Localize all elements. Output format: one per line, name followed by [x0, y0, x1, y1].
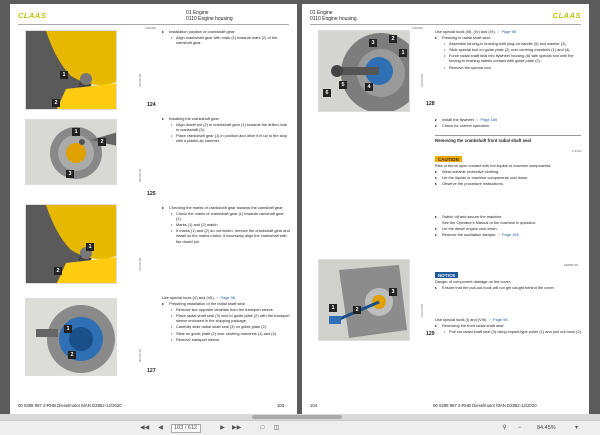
callout-1: 1: [60, 71, 68, 79]
figure-side-code: D1719-008: [138, 349, 141, 362]
sub-instruction: • Remove the special tool.: [435, 65, 582, 70]
sub-instruction: • Place crankshaft gear (1) in position and drive it in up to the stop with a plastic-tip hammer.: [162, 133, 290, 143]
tools-note: Use special tools (I) and (VIII).: [435, 317, 488, 322]
callout-3: 3: [66, 170, 74, 178]
press-tool-illustration: [319, 31, 410, 112]
puller-illustration: [319, 260, 410, 341]
text-block-1: [435, 29, 582, 71]
instruction: ▸ Checking the marks of crankshaft gear towards the camshaft gear:: [162, 205, 290, 210]
claas-logo: CLAAS: [552, 11, 581, 20]
gear-illustration: [26, 31, 117, 110]
claas-logo: CLAAS: [18, 11, 47, 20]
page-number-input[interactable]: 103 / 612: [171, 424, 201, 433]
figure-127: [25, 298, 117, 376]
instruction: ▸ Let the liquids or machine components cool down.: [435, 175, 582, 180]
zoom-out-icon[interactable]: −: [517, 425, 522, 431]
text-block-4: [162, 295, 290, 343]
figure-125: [25, 119, 117, 185]
callout-2: 2: [389, 35, 397, 43]
notice-block: [435, 272, 582, 291]
figure-caption: 127: [147, 368, 156, 374]
sub-instruction: • Remove two opposite lamellas from the transport sleeve.: [162, 307, 290, 312]
instruction: ▸ Check for correct operation.: [435, 123, 582, 128]
first-page-icon[interactable]: ◀◀: [140, 425, 150, 431]
sub-instruction: • Slide special tool on guide plate (2) over centring mandrels (1) and (4).: [435, 47, 582, 52]
page-link-text[interactable]: Page 98: [220, 295, 235, 300]
instruction: ▸ Let the diesel engine cool down.: [435, 226, 582, 231]
viewer-toolbar: [0, 420, 600, 435]
callout-1: 1: [64, 325, 72, 333]
page-link[interactable]: ☞ Page 158: [497, 232, 519, 238]
instruction: ▸ Observe the procedure instructions.: [435, 181, 582, 186]
caution-text: Risk of burns upon contact with hot liquids or machine components.: [435, 163, 552, 169]
footer-doc: 00 0288 987 2-RHB Dieselmotor MAN D2862-12/2020: [433, 403, 537, 408]
fit-page-icon[interactable]: □: [260, 425, 265, 431]
instruction-note: See the Operator's Manual of the machine in question.: [442, 220, 536, 226]
sub-instruction: • Check the marks of crankshaft gear (1) towards camshaft gear (2).: [162, 211, 290, 221]
zoom-dropdown-icon[interactable]: ▾: [574, 425, 578, 431]
callout-2: 2: [68, 351, 76, 359]
page-link[interactable]: ☞ Page 98: [488, 317, 508, 322]
caution-label: CAUTION: [435, 156, 462, 162]
sub-instruction: • Force radial shaft seal into flywheel housing (6) with special tool until the forcing-in bushing makes contact with guide plate (2).: [435, 53, 582, 63]
header-chapter: 01 Engine: [310, 10, 333, 16]
text-block-1: [162, 29, 290, 46]
sub-instruction: • Place radial shaft seal (3) next to guide plate (2) with the transport sleeve enclosed in the shipping package.: [162, 313, 290, 323]
figure-code: 1196-891: [412, 27, 423, 30]
figure-side-code: D1719-006: [138, 169, 141, 182]
page-header: [310, 10, 357, 23]
callout-1: 1: [329, 304, 337, 312]
tools-note: Use special tools (III), (IV) and (VI).: [435, 29, 496, 34]
figure-126: [25, 204, 117, 284]
figure-caption: 129: [426, 331, 435, 337]
page-link[interactable]: ☞ Page 98: [215, 295, 235, 300]
callout-4: 4: [365, 83, 373, 91]
header-rule: [310, 24, 581, 25]
text-block-3: [162, 205, 290, 245]
zoom-level[interactable]: 84.45%: [537, 425, 556, 431]
instruction: Remove the oscillation damper.: [442, 232, 497, 238]
sub-instruction: • Assemble forcing-in bushing with plug-on handle (5) and washer (3).: [435, 41, 582, 46]
figure-side-code: D2178-001: [420, 74, 423, 87]
footer-doc: 00 0288 987 2-RHB Dieselmotor MAN D2862-12/2020: [18, 403, 122, 408]
section-code: 170-064: [572, 150, 582, 153]
page-link-text[interactable]: Page 98: [493, 317, 508, 322]
page-link[interactable]: ☞ Page 166: [475, 117, 498, 122]
header-section: 0110 Engine housing: [310, 16, 357, 23]
callout-1: 1: [399, 49, 407, 57]
left-page: [10, 4, 297, 414]
figure-128: [318, 30, 410, 112]
callout-2: 2: [54, 267, 62, 275]
text-block-4: [435, 317, 582, 335]
header-section: 0110 Engine housing: [186, 16, 233, 23]
callout-2: 2: [353, 306, 361, 314]
sub-instruction: • Carefully slide radial shaft seal (3) on guide plate (2).: [162, 324, 290, 329]
callout-1: 1: [72, 128, 80, 136]
instruction: ▸ Installing the crankshaft gear:: [162, 116, 290, 121]
callout-2: 2: [98, 138, 106, 146]
instruction: Install the flywheel.: [442, 117, 475, 122]
sub-instruction: • Align dowel pin (2) in crankshaft gear (1) towards the drilled hole in crankshaft (3).: [162, 122, 290, 132]
figure-code: 2195-893: [145, 27, 156, 30]
callout-6: 6: [323, 89, 331, 97]
section-rule: [435, 135, 581, 136]
header-rule: [18, 24, 289, 25]
scrollbar-thumb[interactable]: [252, 415, 342, 419]
callout-3: 3: [369, 39, 377, 47]
notice-label: NOTICE: [435, 272, 458, 278]
next-page-icon[interactable]: ▶: [220, 425, 225, 431]
tools-note: Use special tools (V) and (VII).: [162, 295, 215, 300]
gear-illustration: [26, 205, 117, 284]
sub-instruction: • Marks (1) and (2) match.: [162, 222, 290, 227]
callout-2: 2: [52, 99, 60, 107]
search-icon[interactable]: ⚲: [502, 425, 507, 431]
instruction: ▸ Pressing in radial shaft seal:: [435, 35, 582, 40]
sub-instruction: • If marks (1) and (2) do not match, remove the crankshaft gear and install so the marks match, if necessary align the crankshaft with the dowel pin.: [162, 228, 290, 243]
notice-text: Danger of component damage on the cover.: [435, 279, 511, 285]
sub-instruction: • Pull out radial shaft seal (3) using impact-type puller (1) and pull-out hook (2).: [435, 329, 582, 334]
page-header: [186, 10, 233, 23]
callout-3: 3: [389, 288, 397, 296]
page-link[interactable]: ☞ Page 98: [496, 29, 516, 34]
page-link-text[interactable]: Page 98: [501, 29, 516, 34]
instruction: ▸ Preparing installation of the radial shaft seal:: [162, 301, 290, 306]
footer-page-number: 103: [277, 403, 285, 408]
two-page-icon[interactable]: ◫: [273, 425, 280, 431]
sub-instruction: • Align crankshaft gear with mark (1) towards mark (2) of the camshaft gear.: [162, 35, 290, 45]
callout-5: 5: [339, 81, 347, 89]
figure-caption: 124: [147, 102, 156, 108]
instruction: ▸ Installation position of crankshaft gear:: [162, 29, 290, 34]
prev-page-icon[interactable]: ◀: [158, 425, 163, 431]
figure-129: [318, 259, 410, 341]
last-page-icon[interactable]: ▶▶: [232, 425, 242, 431]
right-page: [302, 4, 589, 414]
figure-side-code: D1719-007: [138, 258, 141, 271]
seal-illustration: [26, 299, 117, 376]
text-block-3: [435, 214, 582, 238]
figure-side-code: D2173-001: [420, 304, 423, 317]
instruction: ▸ Ensure that the pull-out hook will not get caught behind the cover.: [435, 285, 582, 290]
instruction: ▸ Removing the front radial shaft seal:: [435, 323, 582, 328]
instruction: ▸ Wear suitable protective clothing.: [435, 169, 582, 174]
sub-instruction: • Slide on guide plate (2) over centring mandrels (1) and (4).: [162, 331, 290, 336]
footer-page-number: 104: [310, 403, 318, 408]
page-link-text[interactable]: Page 166: [480, 117, 498, 122]
caution-block: [435, 156, 582, 187]
figure-caption: 125: [147, 191, 156, 197]
text-block-2: [435, 117, 582, 129]
figure-caption: 128: [426, 101, 435, 107]
instruction: ▸ Switch off and secure the machine.: [435, 214, 582, 219]
figure-code: DE0595-001: [564, 264, 579, 267]
page-link-text[interactable]: Page 158: [501, 232, 519, 238]
section-heading: Removing the crankshaft front radial shaft seal: [435, 138, 531, 143]
text-block-2: [162, 116, 290, 144]
figure-side-code: D1719-005: [138, 74, 141, 87]
sub-instruction: • Remove transport sleeve.: [162, 337, 290, 342]
callout-1: 1: [86, 243, 94, 251]
figure-124: [25, 30, 117, 110]
header-chapter: 01 Engine: [186, 10, 209, 16]
